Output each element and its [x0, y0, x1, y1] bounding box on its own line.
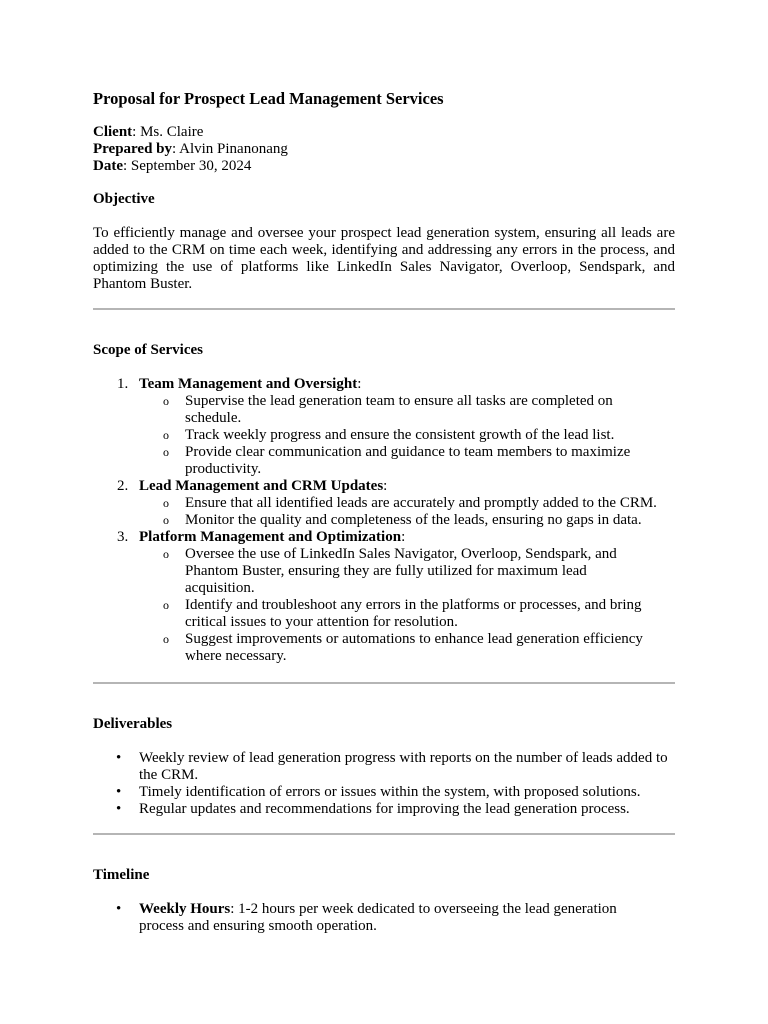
- scope-subitem-text: Provide clear communication and guidance to team members to maximize productivity.: [185, 444, 631, 477]
- timeline-item-text: : 1-2 hours per week dedicated to overseeing the lead generation process and ensuring smooth operation.: [139, 901, 617, 934]
- prepared-by-line: [93, 141, 288, 158]
- objective-heading: Objective: [93, 191, 155, 207]
- scope-list: [93, 376, 675, 665]
- scope-subitem-text: Supervise the lead generation team to ensure all tasks are completed on schedule.: [185, 393, 613, 426]
- date-line: [93, 158, 288, 175]
- timeline-item: [93, 901, 675, 935]
- scope-item: [93, 376, 675, 478]
- section-divider: [93, 833, 675, 835]
- scope-subitem: [93, 631, 675, 665]
- scope-subitem-text: Monitor the quality and completeness of the leads, ensuring no gaps in data.: [185, 512, 642, 528]
- circle-bullet-icon: o: [163, 428, 169, 442]
- proposal-meta: [93, 124, 288, 175]
- timeline-item-label: Weekly Hours: [139, 901, 231, 917]
- scope-item-number: 3.: [117, 529, 129, 545]
- deliverable-text: Timely identification of errors or issues within the system, with proposed solutions.: [139, 784, 641, 800]
- bullet-icon: •: [116, 801, 122, 817]
- scope-subitem-text: Suggest improvements or automations to enhance lead generation efficiency where necessary.: [185, 631, 643, 664]
- circle-bullet-icon: o: [163, 496, 169, 510]
- scope-subitem: [93, 597, 675, 631]
- circle-bullet-icon: o: [163, 445, 169, 459]
- scope-item-colon: :: [401, 529, 406, 545]
- scope-subitem: [93, 495, 675, 512]
- date-label: Date: [93, 158, 123, 174]
- timeline-list: [93, 901, 675, 935]
- scope-item: [93, 529, 675, 665]
- bullet-icon: •: [116, 901, 122, 917]
- scope-subitem-text: Identify and troubleshoot any errors in the platforms or processes, and bring critical issues to your attention for resolution.: [185, 597, 642, 630]
- scope-item-number: 2.: [117, 478, 129, 494]
- scope-subitem: [93, 512, 675, 529]
- deliverables-list: [93, 750, 675, 818]
- scope-subitem-text: Oversee the use of LinkedIn Sales Navigator, Overloop, Sendspark, and Phantom Buster, ensuring they are fully utilized for maximum lead acquisition.: [185, 546, 617, 596]
- prepared-by-value: : Alvin Pinanonang: [172, 141, 288, 157]
- section-divider: [93, 308, 675, 310]
- scope-item-title: Platform Management and Optimization: [139, 529, 402, 545]
- deliverable-item: [93, 750, 675, 784]
- bullet-icon: •: [116, 750, 122, 766]
- scope-subitem: [93, 444, 675, 478]
- scope-item-title: Lead Management and CRM Updates: [139, 478, 384, 494]
- scope-sublist: [139, 546, 675, 665]
- deliverable-text: Weekly review of lead generation progress with reports on the number of leads added to the CRM.: [139, 750, 668, 783]
- circle-bullet-icon: o: [163, 513, 169, 527]
- deliverable-item: [93, 801, 675, 818]
- circle-bullet-icon: o: [163, 394, 169, 408]
- scope-item-title: Team Management and Oversight: [139, 376, 358, 392]
- prepared-by-label: Prepared by: [93, 141, 173, 157]
- scope-subitem: [93, 393, 675, 427]
- date-value: : September 30, 2024: [123, 158, 252, 174]
- timeline-heading: Timeline: [93, 867, 150, 883]
- circle-bullet-icon: o: [163, 632, 169, 646]
- scope-subitem-text: Ensure that all identified leads are accurately and promptly added to the CRM.: [185, 495, 657, 511]
- client-label: Client: [93, 124, 133, 140]
- scope-subitem-text: Track weekly progress and ensure the consistent growth of the lead list.: [185, 427, 615, 443]
- scope-subitem: [93, 546, 675, 597]
- scope-item: [93, 478, 675, 529]
- scope-item-colon: :: [383, 478, 388, 494]
- client-value: : Ms. Claire: [132, 124, 204, 140]
- deliverables-heading: Deliverables: [93, 716, 173, 732]
- scope-sublist: [139, 393, 675, 478]
- deliverable-item: [93, 784, 675, 801]
- section-divider: [93, 682, 675, 684]
- document-title: Proposal for Prospect Lead Management Services: [93, 89, 444, 108]
- bullet-icon: •: [116, 784, 122, 800]
- scope-sublist: [139, 495, 675, 529]
- circle-bullet-icon: o: [163, 598, 169, 612]
- scope-item-colon: :: [357, 376, 362, 392]
- scope-heading: Scope of Services: [93, 342, 203, 358]
- circle-bullet-icon: o: [163, 547, 169, 561]
- objective-text: To efficiently manage and oversee your prospect lead generation system, ensuring all leads are added to the CRM on time each week, identifying and addressing any errors in the process, and optimizing the use of platforms like LinkedIn Sales Navigator, Overloop, Sendspark, and Phantom Buster.: [93, 225, 675, 292]
- scope-item-number: 1.: [117, 376, 129, 392]
- client-line: [93, 124, 288, 141]
- deliverable-text: Regular updates and recommendations for improving the lead generation process.: [139, 801, 630, 817]
- scope-subitem: [93, 427, 675, 444]
